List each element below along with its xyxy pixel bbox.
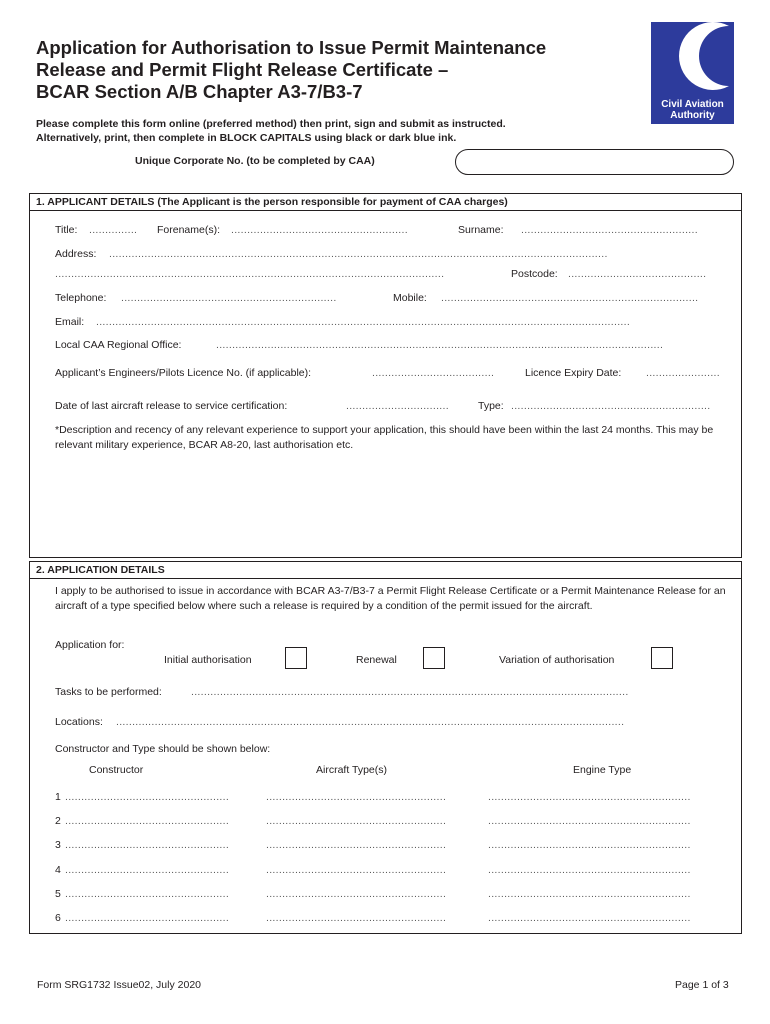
constructor-field[interactable]: ................................................... (65, 815, 230, 827)
row-number: 2 (55, 815, 61, 827)
telephone-field[interactable]: ................................................................... (121, 292, 337, 304)
column-engine-type: Engine Type (573, 764, 632, 776)
title-label: Title: (55, 224, 78, 236)
forename-field[interactable]: ....................................................... (231, 224, 408, 236)
form-reference: Form SRG1732 Issue02, July 2020 (37, 979, 202, 991)
engine-type-field[interactable]: ............................................................... (488, 815, 691, 827)
logo-text-line-1: Civil Aviation (661, 99, 724, 110)
form-title-line-1: Application for Authorisation to Issue Permit Maintenance (36, 37, 547, 58)
email-field[interactable]: ...................................................................................................................................................................... (96, 316, 631, 328)
option-initial-label: Initial authorisation (164, 654, 252, 666)
row-number: 1 (55, 791, 61, 803)
aircraft-type-field[interactable]: ........................................................ (266, 791, 447, 803)
instructions-line-1: Please complete this form online (preferred method) then print, sign and submit as instructed. (36, 118, 506, 130)
logo-text-line-2: Authority (670, 110, 715, 121)
section-1-heading: 1. APPLICANT DETAILS (The Applicant is the person responsible for payment of CAA charges) (30, 194, 741, 211)
row-number: 4 (55, 864, 61, 876)
tasks-label: Tasks to be performed: (55, 686, 162, 698)
aircraft-type-field[interactable]: ........................................................ (266, 888, 447, 900)
postcode-label: Postcode: (511, 268, 558, 280)
licence-no-label: Applicant’s Engineers/Pilots Licence No. (if applicable): (55, 367, 312, 379)
surname-label: Surname: (458, 224, 504, 236)
type-field[interactable]: .............................................................. (511, 400, 711, 412)
title-field[interactable]: ............... (89, 224, 138, 236)
mobile-field[interactable]: ................................................................................ (441, 292, 699, 304)
instructions-line-2: Alternatively, print, then complete in BLOCK CAPITALS using black or dark blue ink. (36, 132, 457, 144)
row-number: 5 (55, 888, 61, 900)
aircraft-type-field[interactable]: ........................................................ (266, 912, 447, 924)
regional-office-field[interactable]: ........................................................................................................................................... (216, 339, 664, 351)
surname-field[interactable]: ....................................................... (521, 224, 698, 236)
locations-field[interactable]: .............................................................................................................................................................. (116, 716, 625, 728)
postcode-field[interactable]: ........................................... (568, 268, 707, 280)
licence-expiry-label: Licence Expiry Date: (525, 367, 622, 379)
form-title-line-3: BCAR Section A/B Chapter A3-7/B3-7 (36, 81, 363, 102)
page-number: Page 1 of 3 (675, 979, 729, 991)
initial-authorisation-checkbox[interactable] (285, 647, 307, 669)
caa-logo (651, 22, 734, 124)
last-release-label: Date of last aircraft release to service certification: (55, 400, 288, 412)
aircraft-type-field[interactable]: ........................................................ (266, 864, 447, 876)
email-label: Email: (55, 316, 85, 328)
address-label: Address: (55, 248, 97, 260)
locations-label: Locations: (55, 716, 103, 728)
section-2-heading: 2. APPLICATION DETAILS (30, 562, 741, 579)
engine-type-field[interactable]: ............................................................... (488, 864, 691, 876)
engine-type-field[interactable]: ............................................................... (488, 791, 691, 803)
constructor-intro: Constructor and Type should be shown below: (55, 743, 271, 755)
licence-expiry-field[interactable]: ....................... (646, 367, 720, 379)
constructor-field[interactable]: ................................................... (65, 839, 230, 851)
constructor-field[interactable]: ................................................... (65, 888, 230, 900)
form-title-line-2: Release and Permit Flight Release Certificate – (36, 59, 449, 80)
variation-checkbox[interactable] (651, 647, 673, 669)
application-for-label: Application for: (55, 639, 125, 651)
aircraft-type-field[interactable]: ........................................................ (266, 839, 447, 851)
column-aircraft-types: Aircraft Type(s) (316, 764, 387, 776)
constructor-field[interactable]: ................................................... (65, 791, 230, 803)
unique-corporate-no-field[interactable] (455, 149, 734, 175)
experience-text-area[interactable] (55, 458, 731, 550)
aircraft-type-field[interactable]: ........................................................ (266, 815, 447, 827)
row-number: 6 (55, 912, 61, 924)
mobile-label: Mobile: (393, 292, 427, 304)
tasks-field[interactable]: ........................................................................................................................................ (191, 686, 629, 698)
engine-type-field[interactable]: ............................................................... (488, 912, 691, 924)
regional-office-label: Local CAA Regional Office: (55, 339, 182, 351)
option-variation-label: Variation of authorisation (499, 654, 615, 666)
form-title (36, 37, 636, 103)
type-label: Type: (478, 400, 504, 412)
application-statement: I apply to be authorised to issue in accordance with BCAR A3-7/B3-7 a Permit Flight Release Certificate or a Permit Maintenance Release for an aircraft of a type specified below where such a release is required by a condition of the permit issued for the aircraft. (55, 585, 726, 612)
option-renewal-label: Renewal (356, 654, 397, 666)
last-release-field[interactable]: ................................ (346, 400, 449, 412)
address-field-line-2[interactable]: ......................................................................................................................... (55, 268, 445, 280)
constructor-field[interactable]: ................................................... (65, 912, 230, 924)
engine-type-field[interactable]: ............................................................... (488, 839, 691, 851)
licence-no-field[interactable]: ...................................... (372, 367, 495, 379)
engine-type-field[interactable]: ............................................................... (488, 888, 691, 900)
column-constructor: Constructor (89, 764, 144, 776)
telephone-label: Telephone: (55, 292, 107, 304)
row-number: 3 (55, 839, 61, 851)
renewal-checkbox[interactable] (423, 647, 445, 669)
experience-description: *Description and recency of any relevant experience to support your application, this should have been within the last 24 months. This may be relevant military experience, BCAR A8-20, last authorisation etc. (55, 424, 714, 451)
forename-label: Forename(s): (157, 224, 221, 236)
constructor-field[interactable]: ................................................... (65, 864, 230, 876)
address-field[interactable]: ........................................................................................................................................................... (109, 248, 608, 260)
unique-corporate-no-label: Unique Corporate No. (to be completed by CAA) (135, 155, 375, 167)
instructions (36, 117, 506, 145)
